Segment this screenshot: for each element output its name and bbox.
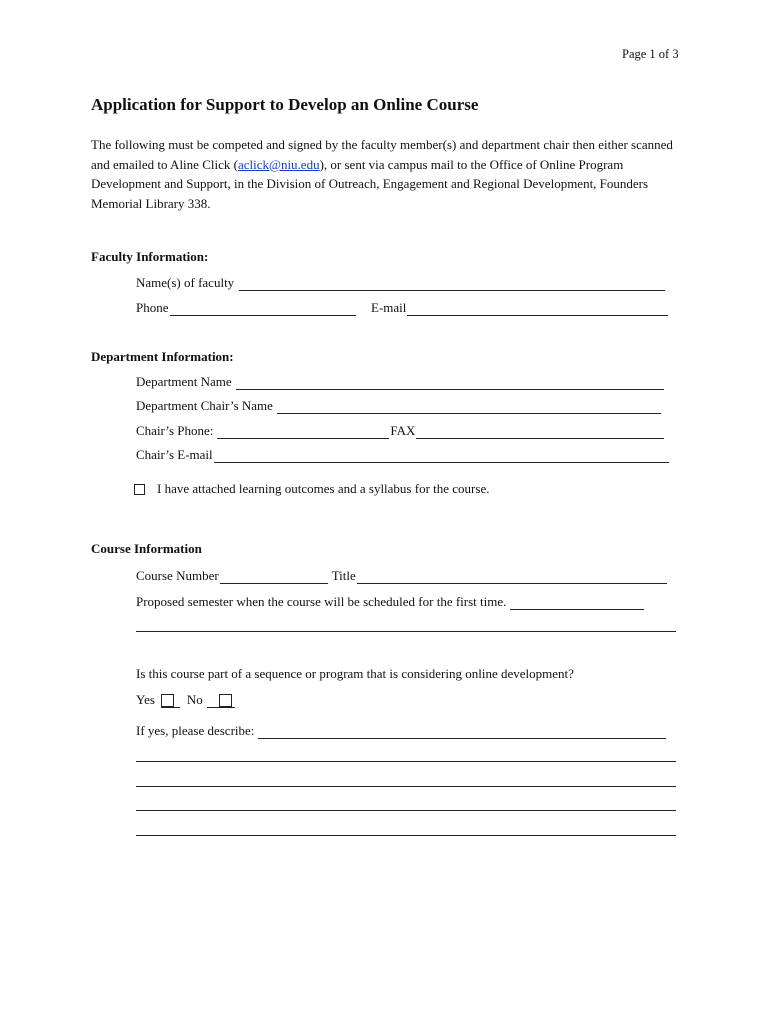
- chair-email-label: Chair’s E-mail: [136, 447, 213, 462]
- intro-text-part2: ), or sent via campus mail to the Office of Online Program Development and Support, in the Division of Outreach, Engagement and Regional Development, Founders Memorial Library 338.: [91, 156, 649, 211]
- describe-line-2[interactable]: [136, 760, 676, 762]
- form-title: Application for Support to Develop an Online Course: [91, 95, 479, 114]
- course-title-field[interactable]: [357, 570, 667, 584]
- page-number: Page 1 of 3: [622, 47, 679, 61]
- course-title-label: Title: [331, 568, 356, 583]
- semester-label: Proposed semester when the course will be scheduled for the first time.: [136, 594, 507, 609]
- chair-email-field[interactable]: [214, 449, 669, 463]
- describe-field[interactable]: [258, 725, 666, 739]
- describe-line-3[interactable]: [136, 785, 676, 787]
- chair-phone-field[interactable]: [217, 425, 389, 439]
- semester-extra-line[interactable]: [136, 630, 676, 632]
- contact-email-link[interactable]: aclick@niu.edu: [237, 156, 320, 172]
- attachments-row: [134, 481, 489, 497]
- course-section-heading: Course Information: [91, 541, 202, 556]
- chair-fax-field[interactable]: [416, 425, 664, 439]
- faculty-section-heading: Faculty Information:: [91, 249, 209, 264]
- chair-email-row: [136, 447, 670, 463]
- chair-name-label: Department Chair’s Name: [136, 398, 273, 413]
- chair-phone-row: [136, 423, 665, 439]
- semester-row: [136, 594, 645, 610]
- sequence-question-row: [136, 666, 574, 682]
- describe-line-4[interactable]: [136, 809, 676, 811]
- sequence-question-label: Is this course part of a sequence or program that is considering online development?: [136, 666, 574, 681]
- department-section-heading: Department Information:: [91, 349, 234, 364]
- faculty-names-field[interactable]: [239, 277, 665, 291]
- chair-name-row: [136, 398, 662, 414]
- semester-field[interactable]: [510, 596, 644, 610]
- describe-label: If yes, please describe:: [136, 723, 255, 738]
- faculty-email-row: [371, 300, 669, 316]
- course-number-row: [136, 568, 668, 584]
- no-answer-box: [207, 694, 235, 708]
- intro-paragraph: [91, 135, 691, 213]
- course-number-label: Course Number: [136, 568, 219, 583]
- yes-answer-box: [161, 694, 180, 708]
- yes-label: Yes: [136, 692, 155, 707]
- faculty-phone-field[interactable]: [170, 302, 356, 316]
- attached-outcomes-checkbox[interactable]: [134, 484, 145, 495]
- course-number-field[interactable]: [220, 570, 328, 584]
- no-label: No: [186, 692, 203, 707]
- intro-text-part1: The following must be competed and signed by the faculty member(s) and department chair then either scanned and emailed to Aline Click (: [91, 137, 673, 172]
- chair-name-field[interactable]: [277, 400, 661, 414]
- chair-fax-label: FAX: [390, 423, 416, 438]
- sequence-answer-row: [136, 692, 235, 708]
- faculty-email-label: E-mail: [371, 300, 407, 315]
- faculty-phone-row: [136, 300, 357, 316]
- faculty-phone-label: Phone: [136, 300, 169, 315]
- department-name-row: [136, 374, 665, 390]
- attached-outcomes-label: I have attached learning outcomes and a syllabus for the course.: [157, 481, 490, 496]
- department-name-label: Department Name: [136, 374, 232, 389]
- describe-line-5[interactable]: [136, 834, 676, 836]
- yes-checkbox[interactable]: [161, 694, 174, 707]
- department-name-field[interactable]: [236, 376, 664, 390]
- faculty-names-row: [136, 275, 666, 291]
- faculty-names-label: Name(s) of faculty: [136, 275, 235, 290]
- chair-phone-label: Chair’s Phone:: [136, 423, 214, 438]
- no-checkbox[interactable]: [219, 694, 232, 707]
- faculty-email-field[interactable]: [407, 302, 668, 316]
- describe-row: [136, 723, 667, 739]
